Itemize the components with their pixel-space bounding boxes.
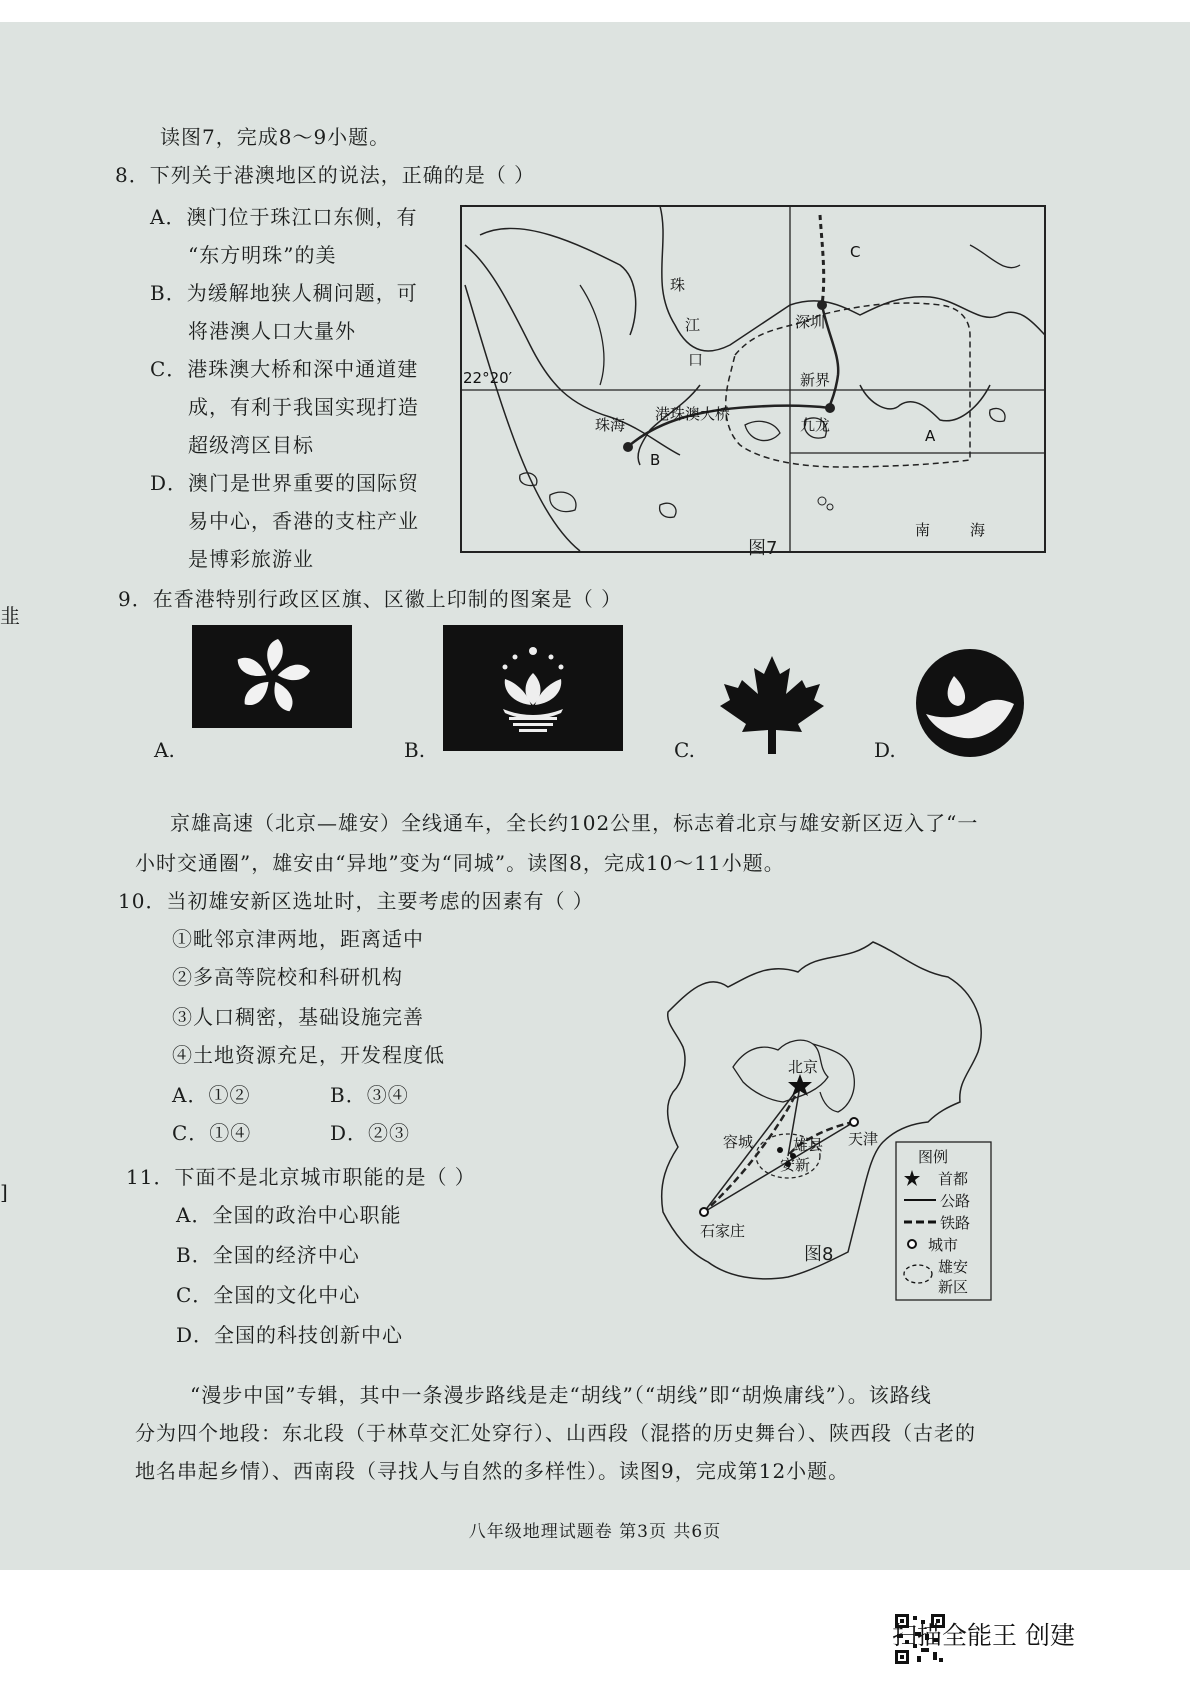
intro-fig9-line3: 地名串起乡情）、西南段（寻找人与自然的多样性）。读图9，完成第12小题。 bbox=[135, 1459, 850, 1483]
scanner-watermark: 扫描全能王 创建 bbox=[892, 1621, 1075, 1650]
intro-fig9-line2: 分为四个地段：东北段（于林草交汇处穿行）、山西段（混搭的历史舞台）、陕西段（古老的 bbox=[135, 1421, 976, 1445]
label-hai: 海 bbox=[970, 521, 986, 539]
q10-item-4: ④土地资源充足，开发程度低 bbox=[172, 1043, 445, 1067]
legend-zone-line2: 新区 bbox=[938, 1278, 969, 1296]
city-xiongxian: 雄县 bbox=[793, 1136, 824, 1154]
macau-flag-image bbox=[443, 625, 623, 751]
q9-stem: 9．在香港特别行政区区旗、区徽上印制的图案是（ ） bbox=[118, 587, 623, 611]
q8-option-b-line2: 将港澳人口大量外 bbox=[188, 319, 356, 343]
q10-item-1: ①毗邻京津两地，距离适中 bbox=[172, 927, 424, 951]
label-shenzhen: 深圳 bbox=[795, 313, 826, 331]
q8-option-c-line1: C．港珠澳大桥和深中通道建 bbox=[150, 357, 419, 381]
hong-kong-flag-image bbox=[192, 625, 352, 728]
label-c: C bbox=[850, 243, 861, 261]
q8-option-a-line1: A．澳门位于珠江口东侧，有 bbox=[150, 205, 418, 229]
q8-option-c-line2: 成，有利于我国实现打造 bbox=[188, 395, 419, 419]
hong-kong-macau-map bbox=[460, 205, 1046, 553]
intro-fig7: 读图7，完成8～9小题。 bbox=[160, 125, 391, 149]
q8-option-a-line2: “东方明珠”的美 bbox=[188, 243, 337, 267]
intro-fig9-line1: “漫步中国”专辑，其中一条漫步路线是走“胡线”（“胡线”即“胡焕庸线”）。该路线 bbox=[190, 1383, 932, 1407]
q10-item-2: ②多高等院校和科研机构 bbox=[172, 965, 403, 989]
city-shijiazhuang: 石家庄 bbox=[700, 1222, 746, 1240]
label-zhu: 珠 bbox=[670, 276, 686, 294]
legend-city: 城市 bbox=[928, 1236, 959, 1254]
label-nan: 南 bbox=[915, 521, 931, 539]
q10-option-c: C．①④ bbox=[172, 1121, 252, 1145]
label-xinjie: 新界 bbox=[800, 371, 831, 389]
intro-fig8-line1: 京雄高速（北京—雄安）全线通车，全长约102公里，标志着北京与雄安新区迈入了“一 bbox=[170, 811, 979, 835]
q8-option-b-line1: B．为缓解地狭人稠问题，可 bbox=[150, 281, 418, 305]
q10-option-d: D．②③ bbox=[330, 1121, 411, 1145]
circle-emblem-image bbox=[914, 648, 1026, 758]
fig8-caption: 图8 bbox=[804, 1244, 834, 1265]
q8-option-d-line2: 易中心，香港的支柱产业 bbox=[188, 509, 419, 533]
legend-capital: 首都 bbox=[938, 1170, 969, 1188]
q8-option-c-line3: 超级湾区目标 bbox=[188, 433, 314, 457]
label-a: A bbox=[925, 427, 936, 445]
q11-option-b: B．全国的经济中心 bbox=[176, 1243, 360, 1267]
intro-fig8-line2: 小时交通圈”，雄安由“异地”变为“同城”。读图8，完成10～11小题。 bbox=[135, 851, 785, 875]
q9-option-b-label: B. bbox=[404, 738, 426, 762]
label-jiang: 江 bbox=[685, 316, 701, 334]
q9-option-c-label: C. bbox=[674, 738, 695, 762]
q11-stem: 11．下面不是北京城市职能的是（ ） bbox=[126, 1165, 476, 1189]
city-beijing: 北京 bbox=[788, 1058, 819, 1076]
label-b: B bbox=[650, 451, 661, 469]
label-latitude: 22°20′ bbox=[463, 369, 513, 387]
city-rongcheng: 容城 bbox=[723, 1133, 754, 1151]
legend-road: 公路 bbox=[940, 1192, 971, 1210]
q8-stem: 8．下列关于港澳地区的说法，正确的是（ ） bbox=[115, 163, 536, 187]
q10-option-a: A．①② bbox=[172, 1083, 251, 1107]
q11-option-a: A．全国的政治中心职能 bbox=[176, 1203, 402, 1227]
edge-char: 韭 bbox=[0, 604, 20, 628]
edge-bracket: ] bbox=[0, 1180, 8, 1204]
label-zhuhai: 珠海 bbox=[595, 416, 626, 434]
label-kou: 口 bbox=[688, 351, 704, 369]
q10-stem: 10．当初雄安新区选址时，主要考虑的因素有（ ） bbox=[118, 889, 594, 913]
page-footer: 八年级地理试题卷 第3页 共6页 bbox=[468, 1522, 722, 1542]
legend-rail: 铁路 bbox=[940, 1214, 971, 1232]
city-tianjin: 天津 bbox=[848, 1130, 879, 1148]
label-bridge: 港珠澳大桥 bbox=[655, 405, 731, 423]
q10-item-3: ③人口稠密，基础设施完善 bbox=[172, 1005, 424, 1029]
q10-option-b: B．③④ bbox=[330, 1083, 409, 1107]
q9-option-d-label: D. bbox=[874, 738, 896, 762]
legend-zone-line1: 雄安 bbox=[938, 1258, 969, 1276]
q8-option-d-line1: D．澳门是世界重要的国际贸 bbox=[150, 471, 420, 495]
city-anxin: 安新 bbox=[780, 1156, 811, 1174]
q11-option-d: D．全国的科技创新中心 bbox=[176, 1323, 404, 1347]
q9-option-a-label: A. bbox=[154, 738, 175, 762]
legend-title: 图例 bbox=[918, 1148, 949, 1166]
exam-page bbox=[0, 22, 1190, 1570]
maple-leaf-image bbox=[718, 654, 826, 756]
q8-option-d-line3: 是博彩旅游业 bbox=[188, 547, 314, 571]
fig7-caption: 图7 bbox=[748, 538, 778, 559]
q11-option-c: C．全国的文化中心 bbox=[176, 1283, 361, 1307]
label-jiulong: 九龙 bbox=[800, 416, 831, 434]
